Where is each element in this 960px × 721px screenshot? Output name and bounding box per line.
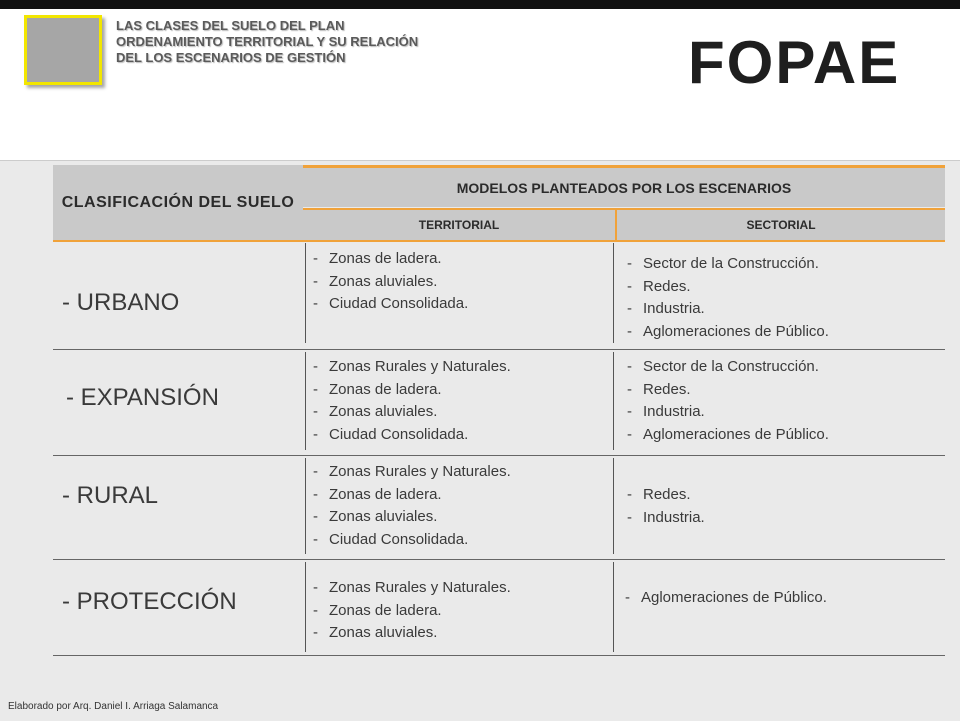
row-separator — [613, 243, 614, 343]
sectorial-list-expansion — [627, 356, 829, 446]
list-item: - Zonas de ladera. — [313, 484, 511, 507]
list-item: - Redes. — [627, 276, 829, 299]
sectorial-list-rural — [627, 484, 705, 529]
footer-credit: Elaborado por Arq. Daniel I. Arriaga Salamanca — [8, 701, 219, 712]
row-divider — [53, 349, 945, 350]
list-item: - Ciudad Consolidada. — [313, 529, 511, 552]
list-item: - Zonas aluviales. — [313, 271, 468, 294]
list-item: - Industria. — [627, 507, 705, 530]
header-divider — [615, 208, 617, 240]
row-separator — [305, 458, 306, 554]
row-label-expansion: - EXPANSIÓN — [66, 384, 219, 411]
row-divider — [53, 655, 945, 656]
list-item: - Zonas aluviales. — [313, 506, 511, 529]
list-item: - Ciudad Consolidada. — [313, 293, 468, 316]
header-sectorial: SECTORIAL — [617, 208, 945, 240]
top-bar — [0, 0, 960, 9]
list-item: - Aglomeraciones de Público. — [627, 424, 829, 447]
brand-logo-text: FOPAE — [688, 29, 901, 96]
sectorial-list-urbano — [627, 253, 829, 343]
sectorial-list-proteccion — [625, 587, 827, 610]
header-territorial: TERRITORIAL — [303, 208, 615, 240]
header-underline — [53, 240, 945, 242]
row-label-urbano: - URBANO — [62, 289, 180, 316]
list-item: - Redes. — [627, 379, 829, 402]
territorial-list-urbano — [313, 248, 468, 316]
list-item: - Zonas de ladera. — [313, 248, 468, 271]
row-separator — [613, 352, 614, 450]
row-label-rural: - RURAL — [62, 482, 159, 509]
list-item: - Zonas de ladera. — [313, 379, 511, 402]
row-separator — [305, 243, 306, 343]
list-item: - Zonas Rurales y Naturales. — [313, 356, 511, 379]
list-item: - Ciudad Consolidada. — [313, 424, 511, 447]
list-item: - Zonas Rurales y Naturales. — [313, 577, 511, 600]
list-item: - Zonas aluviales. — [313, 622, 511, 645]
territorial-list-rural — [313, 461, 511, 551]
list-item: - Zonas aluviales. — [313, 401, 511, 424]
list-item: - Sector de la Construcción. — [627, 253, 829, 276]
row-separator — [305, 562, 306, 652]
list-item: - Aglomeraciones de Público. — [627, 321, 829, 344]
header-models: MODELOS PLANTEADOS POR LOS ESCENARIOS — [303, 165, 945, 207]
row-divider — [53, 455, 945, 456]
page-title: LAS CLASES DEL SUELO DEL PLAN ORDENAMIENTO TERRITORIAL Y SU RELACIÓN DEL LOS ESCENARIOS DE GESTIÓN — [116, 18, 419, 65]
list-item: - Aglomeraciones de Público. — [625, 587, 827, 610]
list-item: - Redes. — [627, 484, 705, 507]
logo-square — [24, 15, 102, 85]
row-separator — [613, 562, 614, 652]
territorial-list-expansion — [313, 356, 511, 446]
header-classification: CLASIFICACIÓN DEL SUELO — [53, 165, 303, 240]
row-separator — [305, 352, 306, 450]
list-item: - Zonas de ladera. — [313, 600, 511, 623]
list-item: - Industria. — [627, 298, 829, 321]
territorial-list-proteccion — [313, 577, 511, 645]
list-item: - Zonas Rurales y Naturales. — [313, 461, 511, 484]
list-item: - Sector de la Construcción. — [627, 356, 829, 379]
list-item: - Industria. — [627, 401, 829, 424]
row-divider — [53, 559, 945, 560]
row-label-proteccion: - PROTECCIÓN — [62, 588, 237, 615]
row-separator — [613, 458, 614, 554]
